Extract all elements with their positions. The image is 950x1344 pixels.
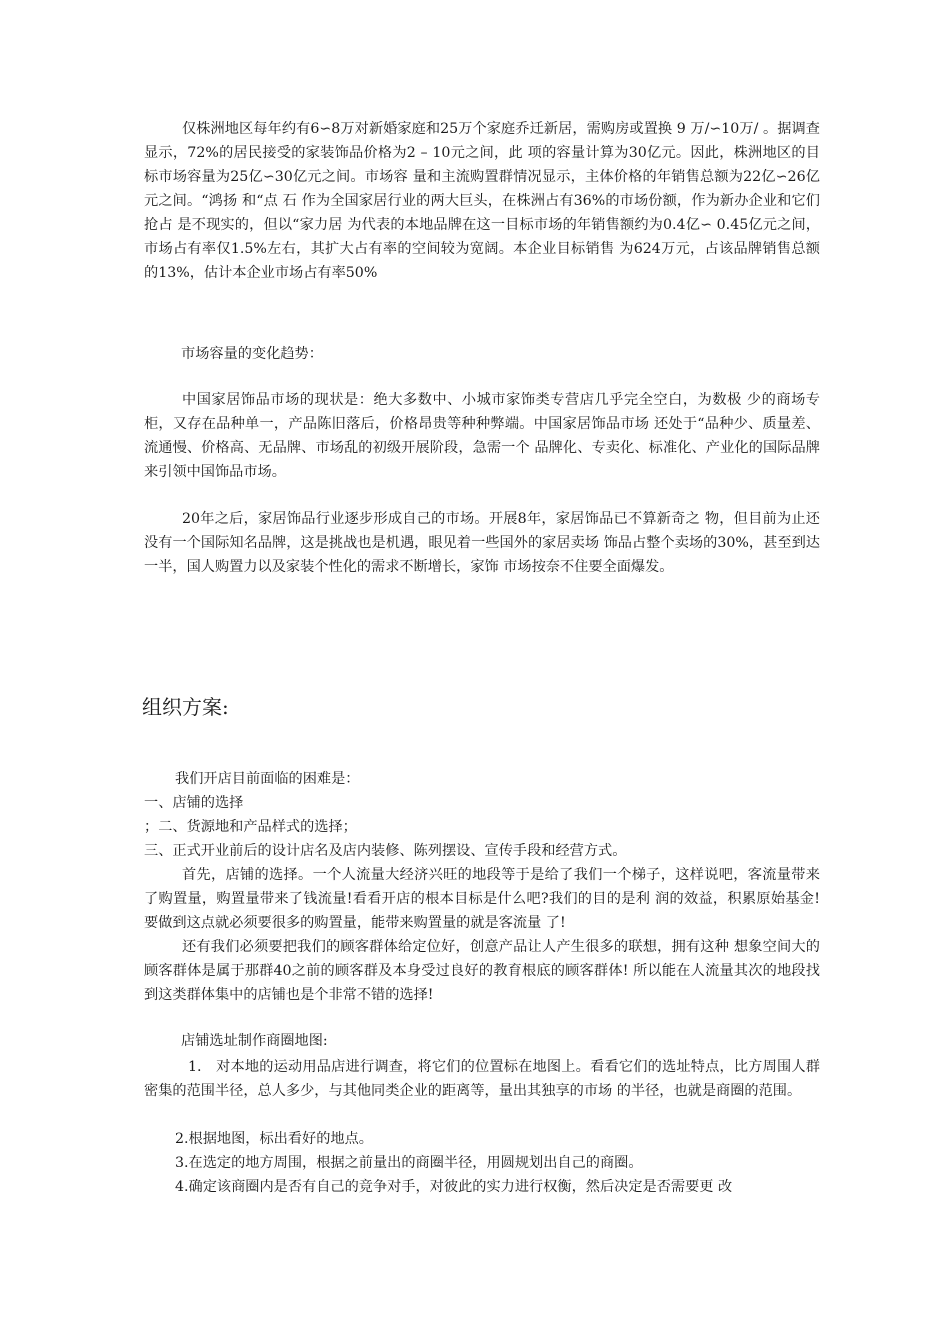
difficulty-intro: 我们开店目前面临的困难是： <box>175 771 360 787</box>
market-outlook-paragraph: 20年之后，家居饰品行业逐步形成自己的市场。开展8年，家居饰品已不算新奇之 物，但目前为止还没有一个国际知名品牌，这是挑战也是机遇，眼见着一些国外的家居卖场 饰品占整个卖场的30%，甚至到达一半，国人购置力以及家装个性化的需求不断增长，家饰 市场按奈不住要全面爆发。 <box>144 511 820 575</box>
customer-group-paragraph: 还有我们必须要把我们的顾客群体给定位好，创意产品让人产生很多的联想，拥有这种 想象空间大的顾客群体是属于那群40之前的顾客群及本身受过良好的教育根底的顾客群体! 所以能在人流量其次的地段找到这类群体集中的店铺也是个非常不错的选择! <box>144 939 820 1003</box>
section-heading: 组织方案: <box>142 695 229 719</box>
difficulty-item-1: 一、店铺的选择 <box>144 795 244 811</box>
market-capacity-paragraph: 仅株洲地区每年约有6∽8万对新婚家庭和25万个家庭乔迁新居，需购房或置换 9 万/∽10万/ 。据调查显示，72%的居民接受的家装饰品价格为2 – 10元之间，此 项的容量计算为30亿元。因此，株洲地区的目标市场容量为25亿∽30亿元之间。市场容 量和主流购置群情况显示，主体价格的年销售总额为22亿∽26亿元之间。“鸿扬 和“点 石 作为全国家居行业的两大巨头，在株洲占有36%的市场份额，作为新办企业和它们抢占 是不现实的，但以“家力居 为代表的本地品牌在这一目标市场的年销售额约为0.4亿∽ 0.45亿元之间，市场占有率仅1.5%左右，其扩大占有率的空间较为宽阔。本企业目标销售 为624万元，占该品牌销售总额的13%，估计本企业市场占有率50% <box>144 121 820 281</box>
map-step-1: 1. 对本地的运动用品店进行调查，将它们的位置标在地图上。看看它们的选址特点，比方周围人群密集的范围半径，总人多少，与其他同类企业的距离等，量出其独享的市场 的半径，也就是商圈的范围。 <box>144 1059 820 1099</box>
store-choice-paragraph: 首先，店铺的选择。一个人流量大经济兴旺的地段等于是给了我们一个梯子，这样说吧，客流量带来了购置量，购置量带来了钱流量!看看开店的根本目标是什么吧?我们的目的是利 润的效益，积累原始基金!要做到这点就必须要很多的购置量，能带来购置量的就是客流量 了! <box>144 867 820 931</box>
map-step-4: 4.确定该商圈内是否有自己的竞争对手，对彼此的实力进行权衡，然后决定是否需要更 改 <box>175 1179 733 1195</box>
difficulty-item-3: 三、正式开业前后的设计店名及店内装修、陈列摆设、宣传手段和经营方式。 <box>144 843 627 859</box>
map-step-2: 2.根据地图，标出看好的地点。 <box>175 1131 373 1147</box>
difficulty-item-2: ；二、货源地和产品样式的选择； <box>144 819 357 835</box>
trend-subtitle: 市场容量的变化趋势： <box>181 346 323 362</box>
map-subtitle: 店铺选址制作商圈地图: <box>181 1033 328 1049</box>
market-status-paragraph: 中国家居饰品市场的现状是：绝大多数中、小城市家饰类专营店几乎完全空白，为数极 少的商场专柜，又存在品种单一，产品陈旧落后，价格昂贵等种种弊端。中国家居饰品市场 还处于“品种少、质量差、流通慢、价格高、无品牌、市场乱的初级开展阶段，急需一个 品牌化、专卖化、标准化、产业化的国际品牌来引领中国饰品市场。 <box>144 392 820 480</box>
map-step-3: 3.在选定的地方周围，根据之前量出的商圈半径，用圆规划出自己的商圈。 <box>175 1155 643 1171</box>
